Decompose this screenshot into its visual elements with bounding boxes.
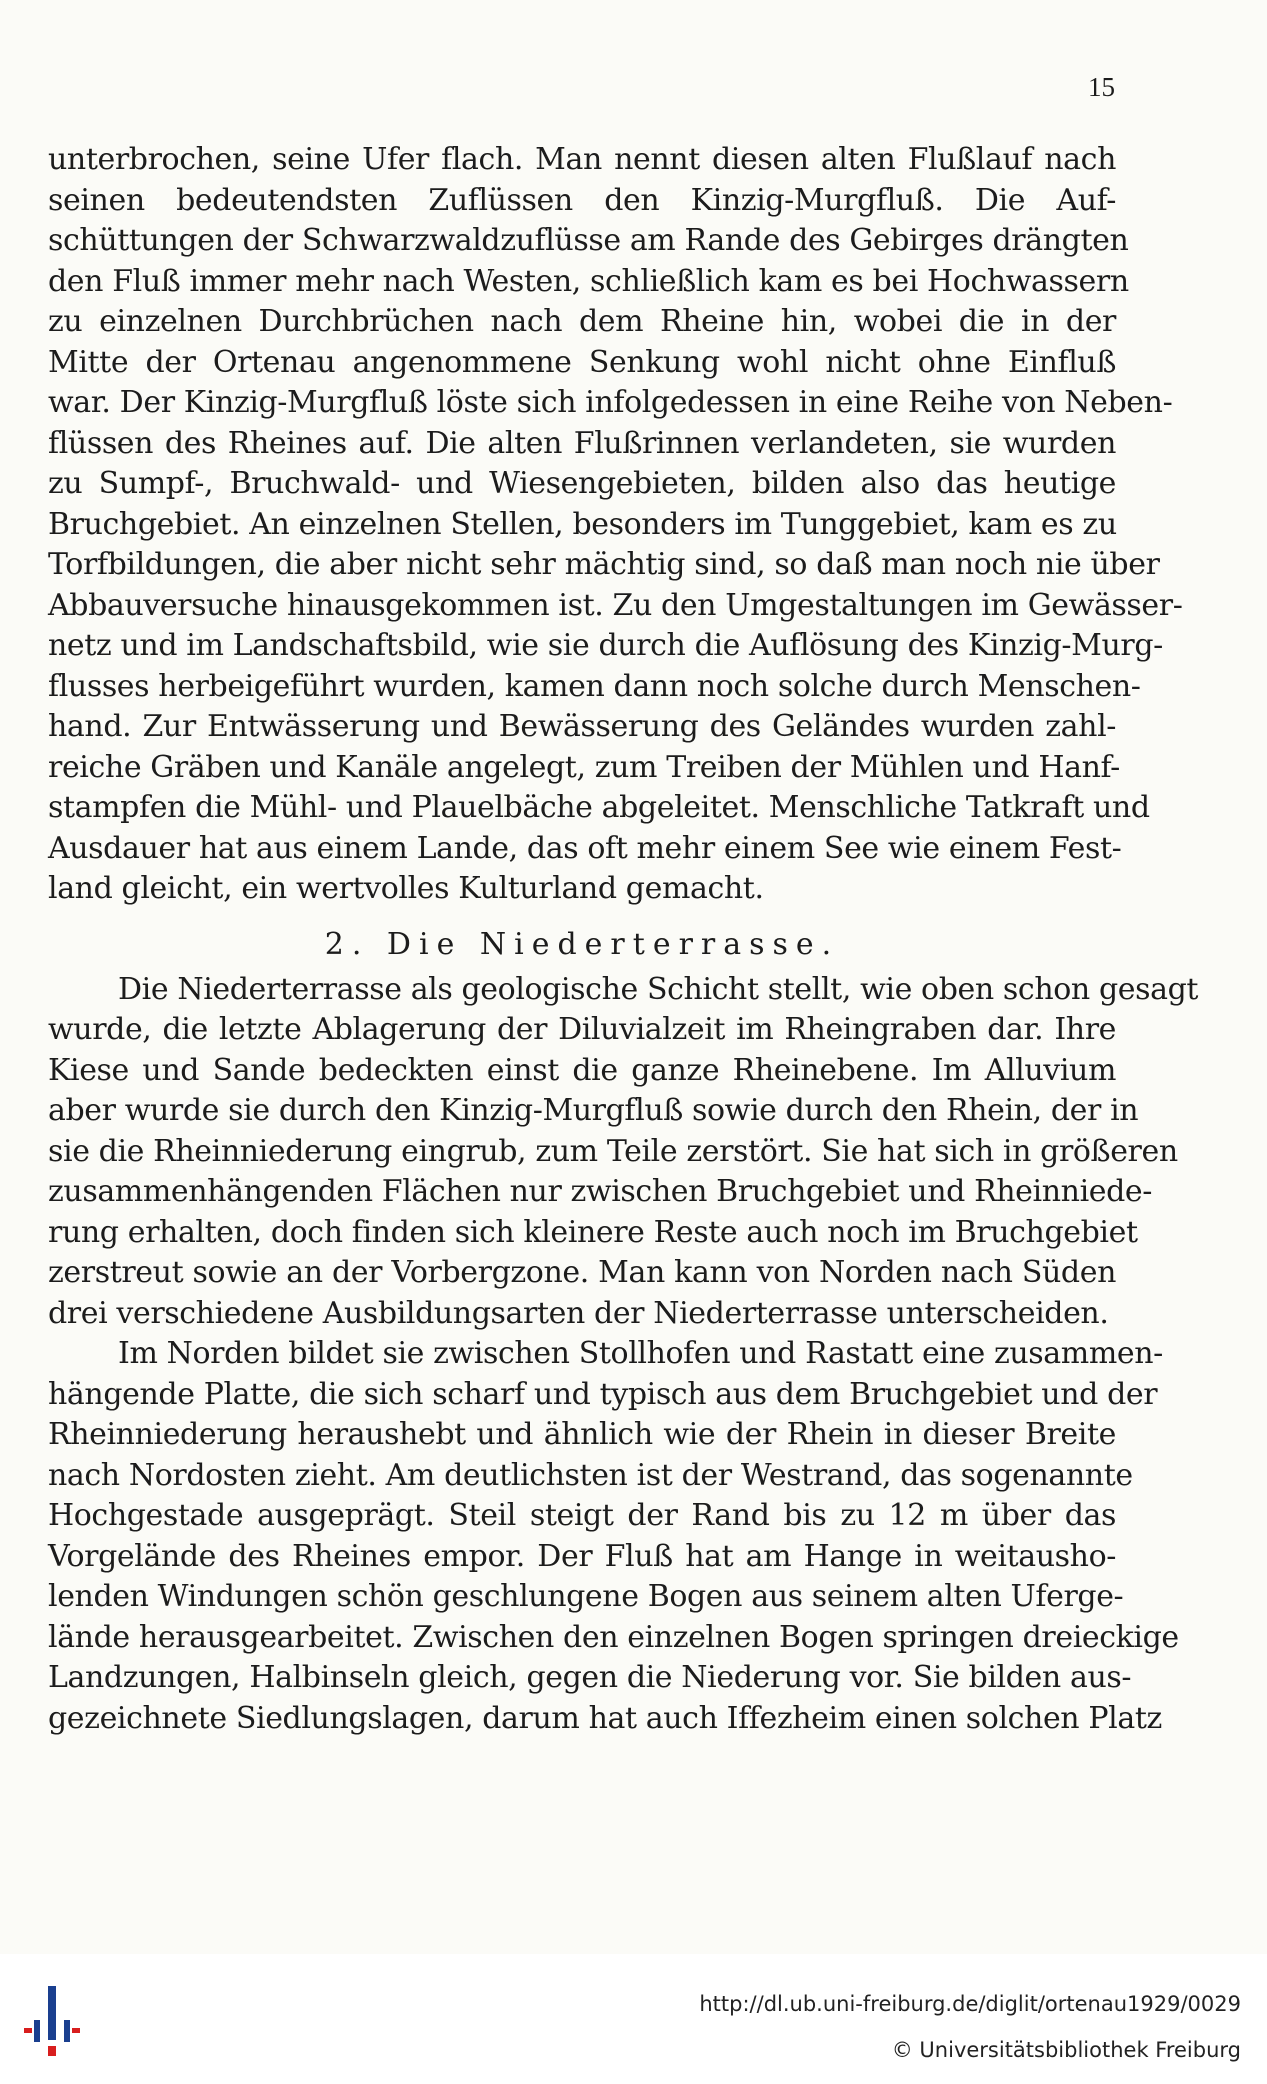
text-line: schüttungen der Schwarzwaldzuflüsse am Rande des Gebirges drängten [48, 223, 1129, 258]
text-line: Hochgestade ausgeprägt. Steil steigt der Rand bis zu 12 m über das [48, 1498, 1116, 1533]
text-line: Landzungen, Halbinseln gleich, gegen die Niederung vor. Sie bilden aus- [48, 1660, 1132, 1695]
text-line: hängende Platte, die sich scharf und typisch aus dem Bruchgebiet und der [48, 1376, 1158, 1412]
library-logo-icon [24, 1980, 80, 2060]
text-line: Vorgelände des Rheines empor. Der Fluß hat am Hange in weitausho- [48, 1538, 1116, 1574]
text-line: zusammenhängenden Flächen nur zwischen Bruchgebiet und Rheinniede- [48, 1174, 1153, 1209]
footer-bar [0, 1954, 1267, 2084]
text-line: Bruchgebiet. An einzelnen Stellen, besonders im Tunggebiet, kam es zu [48, 506, 1117, 542]
text-line: seinen bedeutendsten Zuflüssen den Kinzig-Murgfluß. Die Auf- [48, 182, 1116, 218]
text-line: rung erhalten, doch finden sich kleinere Reste auch noch im Bruchgebiet [48, 1214, 1138, 1250]
text-line: land gleicht, ein wertvolles Kulturland gemacht. [48, 871, 764, 906]
section-heading: 2. Die Niederterrasse. [324, 926, 840, 962]
text-line: war. Der Kinzig-Murgfluß löste sich infolgedessen in eine Reihe von Neben- [48, 385, 1173, 420]
text-line: flusses herbeigeführt wurden, kamen dann noch solche durch Menschen- [48, 668, 1141, 704]
text-line: Rheinniederung heraushebt und ähnlich wie der Rhein in dieser Breite [48, 1417, 1116, 1452]
paragraph-2 [48, 970, 1199, 1335]
text-line: wurde, die letzte Ablagerung der Diluvialzeit im Rheingraben dar. Ihre [48, 1012, 1116, 1047]
text-line: hand. Zur Entwässerung und Bewässerung des Geländes wurden zahl- [48, 709, 1116, 744]
text-line: gezeichnete Siedlungslagen, darum hat auch Iffezheim einen solchen Platz [48, 1700, 1162, 1736]
paragraph-1 [48, 140, 1183, 910]
text-line: lenden Windungen schön geschlungene Bogen aus seinem alten Uferge- [48, 1579, 1124, 1614]
page-number: 15 [1088, 72, 1115, 102]
text-line: sie die Rheinniederung eingrub, zum Teile zerstört. Sie hat sich in größeren [48, 1133, 1178, 1169]
body-text [48, 140, 1199, 1739]
text-line: Mitte der Ortenau angenommene Senkung wohl nicht ohne Einfluß [48, 344, 1116, 380]
text-line: Abbauversuche hinausgekommen ist. Zu den Umgestaltungen im Gewässer- [48, 587, 1183, 623]
text-line: zu einzelnen Durchbrüchen nach dem Rheine hin, wobei die in der [48, 304, 1116, 339]
text-line: zu Sumpf-, Bruchwald- und Wiesengebieten, bilden also das heutige [48, 466, 1116, 501]
text-line: den Fluß immer mehr nach Westen, schließlich kam es bei Hochwassern [48, 263, 1129, 299]
text-line: Die Niederterrasse als geologische Schicht stellt, wie oben schon gesagt [118, 971, 1199, 1007]
text-line: lände herausgearbeitet. Zwischen den einzelnen Bogen springen dreieckige [48, 1619, 1179, 1655]
copyright-notice: © Universitätsbibliothek Freiburg [891, 2038, 1241, 2062]
text-line: Ausdauer hat aus einem Lande, das oft mehr einem See wie einem Fest- [48, 830, 1122, 866]
text-line: zerstreut sowie an der Vorbergzone. Man kann von Norden nach Süden [48, 1255, 1116, 1290]
text-line: Im Norden bildet sie zwischen Stollhofen und Rastatt eine zusammen- [118, 1336, 1163, 1371]
text-line: nach Nordosten zieht. Am deutlichsten ist der Westrand, das sogenannte [48, 1457, 1133, 1493]
text-line: netz und im Landschaftsbild, wie sie durch die Auflösung des Kinzig-Murg- [48, 628, 1163, 663]
source-url-link[interactable]: http://dl.ub.uni-freiburg.de/diglit/ortenau1929/0029 [699, 1992, 1241, 2016]
text-line: flüssen des Rheines auf. Die alten Flußrinnen verlandeten, sie wurden [48, 425, 1116, 461]
paragraph-3 [48, 1334, 1179, 1739]
text-line: aber wurde sie durch den Kinzig-Murgfluß sowie durch den Rhein, der in [48, 1093, 1139, 1128]
text-line: Torfbildungen, die aber nicht sehr mächtig sind, so daß man noch nie über [48, 547, 1160, 582]
text-line: stampfen die Mühl- und Plauelbäche abgeleitet. Menschliche Tatkraft und [48, 790, 1150, 825]
text-line: drei verschiedene Ausbildungsarten der Niederterrasse unterscheiden. [48, 1295, 1109, 1331]
text-line: unterbrochen, seine Ufer flach. Man nennt diesen alten Flußlauf nach [48, 142, 1116, 177]
text-line: Kiese und Sande bedeckten einst die ganze Rheinebene. Im Alluvium [48, 1052, 1116, 1088]
text-line: reiche Gräben und Kanäle angelegt, zum Treiben der Mühlen und Hanf- [48, 749, 1120, 785]
